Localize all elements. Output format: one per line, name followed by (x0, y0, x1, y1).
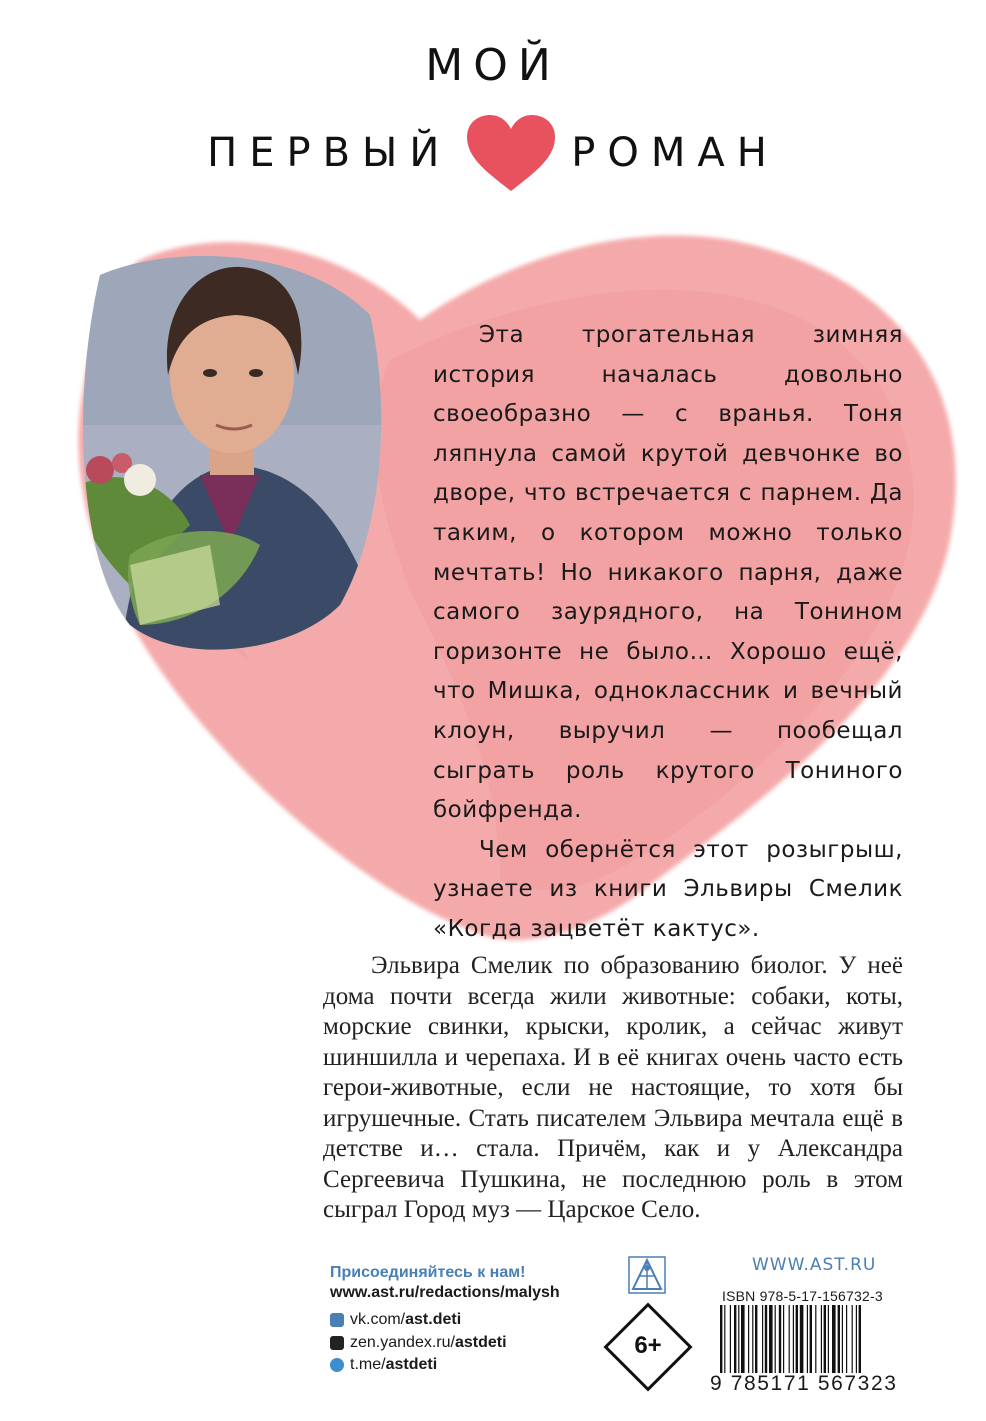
barcode-digits: 9 785171 567323 (710, 1372, 898, 1395)
age-rating-text: 6+ (634, 1332, 662, 1359)
social-link-telegram[interactable] (330, 1356, 437, 1374)
author-bio-text: Эльвира Смелик по образованию биолог. У неё дома почти всегда жили животные: собаки, коты, морские свинки, крыски, кролик, а сейчас живут шиншилла и черепаха. И в её книгах очень часто есть герои-животные, если не настоящие, то хотя бы игрушечные. Стать писателем Эльвира мечтала ещё в детстве и… стала. Причём, как и у Александра Сергеевича Пушкина, не последнюю роль в этом сыграл Город муз — Царское Село. (323, 952, 903, 1223)
annotation-paragraph: Эта трогательная зимняя история началась довольно своеобразно — с вранья. Тоня ляпнула самой крутой девчонке во дворе, что встречается с парнем. Да таким, о котором можно только мечтать! Но никакого парня, даже самого заурядного, на Тонином горизонте не было… Хорошо ещё, что Мишка, одноклассник и вечный клоун, выручил — пообещал сыграть роль крутого Тониного бойфренда. (433, 322, 903, 824)
social-link-prefix: t.me/ (350, 1356, 386, 1373)
series-title-line2 (0, 118, 986, 188)
age-rating-badge (602, 1301, 694, 1393)
social-link-handle: ast.deti (405, 1311, 462, 1328)
series-title-word-novel: РОМАН (571, 130, 779, 176)
annotation-paragraph: Чем обернётся этот розыгрыш, узнаете из книги Эльвиры Смелик «Когда зацветёт кактус». (433, 836, 903, 942)
social-link-prefix: zen.yandex.ru/ (350, 1334, 455, 1351)
series-title-line1: МОЙ (425, 40, 561, 91)
publisher-logo-icon (628, 1256, 666, 1294)
author-bio (323, 951, 903, 1226)
join-us-url[interactable]: www.ast.ru/redactions/malysh (330, 1284, 560, 1301)
series-title-word-first: ПЕРВЫЙ (207, 130, 452, 176)
social-link-zen[interactable] (330, 1334, 507, 1352)
social-link-handle: astdeti (385, 1356, 438, 1373)
heart-icon (465, 113, 557, 193)
social-link-vk[interactable] (330, 1311, 461, 1329)
telegram-icon (330, 1358, 344, 1372)
social-link-prefix: vk.com/ (350, 1311, 406, 1328)
publisher-website[interactable]: WWW.AST.RU (752, 1255, 877, 1275)
book-annotation (433, 316, 903, 950)
isbn-text: ISBN 978-5-17-156732-3 (722, 1288, 883, 1304)
social-link-handle: astdeti (454, 1334, 507, 1351)
author-photo (60, 225, 400, 665)
barcode (718, 1305, 906, 1373)
join-us-title: Присоединяйтесь к нам! (330, 1264, 526, 1281)
vk-icon (330, 1313, 344, 1327)
zen-icon (330, 1336, 344, 1350)
